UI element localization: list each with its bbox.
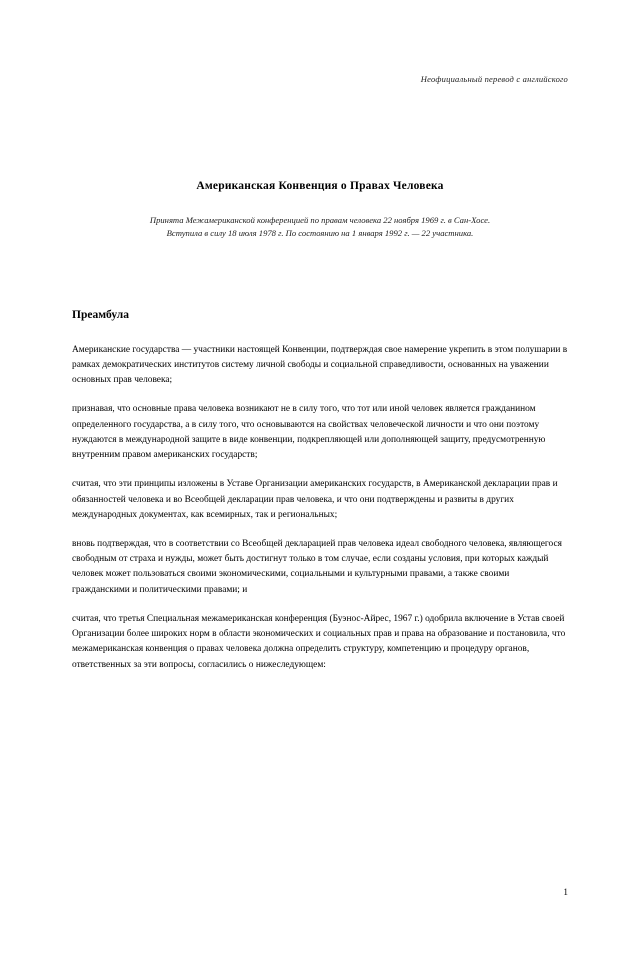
subtitle-line-2: Вступила в силу 18 июля 1978 г. По состоянию на 1 января 1992 г. — 22 участника. (166, 228, 474, 239)
translation-note: Неофициальный перевод с английского (420, 74, 568, 84)
document-subtitle (72, 214, 568, 241)
document-page (0, 74, 640, 979)
page-number: 1 (563, 887, 568, 897)
paragraph: считая, что эти принципы изложены в Уставе Организации американских государств, в Американской декларации прав и обязанностей человека и во Всеобщей декларации прав человека, и что они подтверждены и развиты в других международных документах, как всемирных, так и региональных; (72, 479, 558, 520)
paragraph: вновь подтверждая, что в соответствии со Всеобщей декларацией прав человека идеал свободного человека, являющегося свободным от страха и нужды, может быть достигнут только в том случае, если созданы условия, при которых каждый человек может пользоваться своими экономическими, социальными и культурными правами, а также своими гражданскими и политическими правами; и (72, 538, 562, 595)
section-heading-preamble: Преамбула (72, 308, 130, 321)
paragraph: Американские государства — участники настоящей Конвенции, подтверждая свое намерение укрепить в этом полушарии в рамках демократических институтов систему личной свободы и социальной справедливости, основанных на уважении основных прав человека; (72, 344, 568, 386)
paragraph: считая, что третья Специальная межамериканская конференция (Буэнос-Айрес, 1967 г.) одобрила включение в Устав своей Организации более широких норм в области экономических и социальных прав и права на образование и постановила, что межамериканская конвенция о правах человека должна определить структуру, компетенцию и процедуру органов, ответственных за эти вопросы, согласились о нижеследующем: (72, 613, 566, 670)
subtitle-line-1: Принята Межамериканской конференцией по правам человека 22 ноября 1969 г. в Сан-Хосе. (149, 215, 491, 225)
paragraph: признавая, что основные права человека возникают не в силу того, что тот или иной человек является гражданином определенного государства, а в силу того, что основываются на свойствах человеческой личности и что они поэтому нуждаются в международной защите в виде конвенции, подкрепляющей или дополняющей защиту, предусмотренную внутренним правом американских государств; (72, 404, 546, 461)
page-title: Американская Конвенция о Правах Человека (196, 180, 444, 192)
